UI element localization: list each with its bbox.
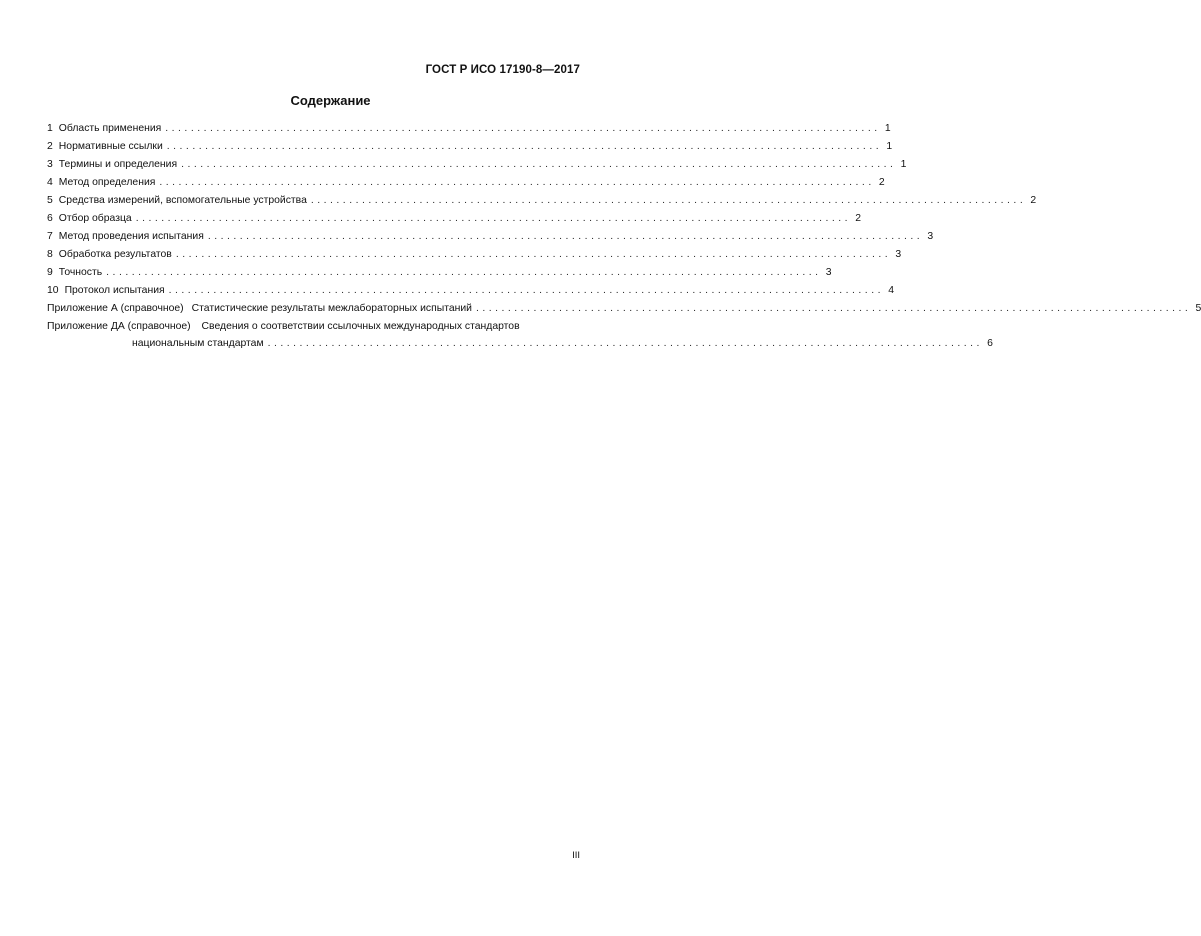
toc-leader: ................................................................................................................ <box>310 195 1027 206</box>
appendix-title-line2: национальным стандартам <box>132 338 264 349</box>
appendix-label: Приложение А (справочное) <box>47 303 184 314</box>
toc-item-number: 10 <box>47 285 59 296</box>
toc-item-page: 5 <box>1195 303 1201 314</box>
toc-item-number: 9 <box>47 267 53 278</box>
toc-item[interactable] <box>47 140 893 158</box>
toc-title: Содержание <box>290 93 371 108</box>
toc-item-title: Средства измерений, вспомогательные устройства <box>58 195 307 206</box>
toc-item-number: 3 <box>47 159 53 170</box>
toc-item[interactable] <box>47 176 885 194</box>
toc-item-number: 5 <box>47 195 53 206</box>
toc-item-title: Метод определения <box>58 177 156 188</box>
toc-item-page: 1 <box>886 141 893 152</box>
toc-item[interactable] <box>47 230 934 248</box>
toc-leader: ................................................................................................................ <box>181 159 897 170</box>
toc-leader: ................................................................................................................ <box>267 338 983 349</box>
toc-item-title: Обработка результатов <box>58 249 172 260</box>
toc-item[interactable] <box>47 284 894 302</box>
toc-item-page: 1 <box>884 123 891 134</box>
toc-item-page: 1 <box>900 159 907 170</box>
toc-item[interactable] <box>47 158 907 176</box>
toc-item-page: 3 <box>927 231 934 242</box>
toc-item-title: Отбор образца <box>58 213 132 224</box>
toc-item-number: 6 <box>47 213 53 224</box>
toc-item-number: 1 <box>47 123 53 134</box>
toc-item[interactable] <box>47 194 1037 212</box>
toc-item-title: Метод проведения испытания <box>58 231 204 242</box>
toc-item-page: 4 <box>888 285 894 296</box>
toc-item-number: 2 <box>47 141 53 152</box>
toc-item-title: Область применения <box>58 123 162 134</box>
toc-appendix-a[interactable] <box>47 302 1201 320</box>
toc-item-page: 2 <box>855 213 862 224</box>
appendix-title: Статистические результаты межлабораторных испытаний <box>191 303 472 314</box>
page-number: III <box>572 850 580 861</box>
toc-item-title: Нормативные ссылки <box>58 141 163 152</box>
toc-item-page: 3 <box>825 267 832 278</box>
toc-leader: ................................................................................................................ <box>106 267 822 278</box>
document-code: ГОСТ Р ИСО 17190-8—2017 <box>425 64 580 76</box>
toc-item-number: 4 <box>47 177 53 188</box>
toc-item-page: 2 <box>1030 195 1037 206</box>
toc-leader: ................................................................................................................ <box>475 303 1192 314</box>
toc-item[interactable] <box>47 266 832 284</box>
toc-leader: ................................................................................................................ <box>175 249 892 260</box>
toc-item[interactable] <box>47 248 902 266</box>
table-of-contents <box>47 122 1201 355</box>
toc-item-number: 8 <box>47 249 53 260</box>
toc-item[interactable] <box>47 122 891 140</box>
toc-appendix-da[interactable] <box>47 320 993 355</box>
toc-leader: ................................................................................................................ <box>135 213 852 224</box>
toc-leader: ................................................................................................................ <box>207 231 924 242</box>
toc-leader: ................................................................................................................ <box>166 141 883 152</box>
toc-item-title: Протокол испытания <box>64 285 165 296</box>
appendix-title-line1: Сведения о соответствии ссылочных международных стандартов <box>201 321 520 332</box>
toc-item-page: 6 <box>987 338 993 349</box>
toc-item-title: Точность <box>58 267 103 278</box>
toc-leader: ................................................................................................................ <box>168 285 884 296</box>
toc-item-title: Термины и определения <box>58 159 178 170</box>
toc-leader: ................................................................................................................ <box>165 123 881 134</box>
toc-item-number: 7 <box>47 231 53 242</box>
appendix-label: Приложение ДА (справочное) <box>47 321 191 332</box>
toc-item[interactable] <box>47 212 862 230</box>
toc-leader: ................................................................................................................ <box>159 177 875 188</box>
toc-item-page: 2 <box>878 177 885 188</box>
toc-item-page: 3 <box>895 249 902 260</box>
